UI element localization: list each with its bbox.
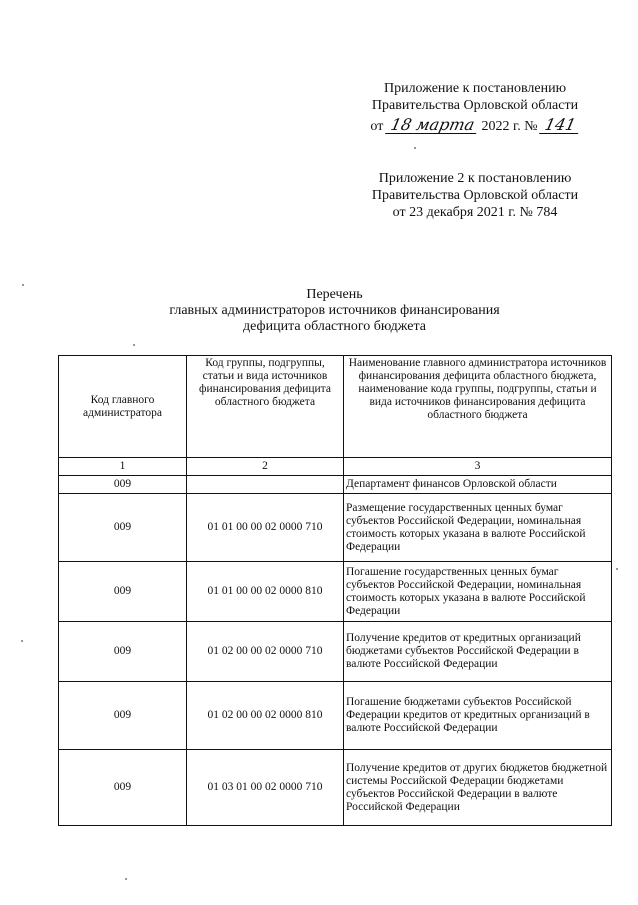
column-number-1: 1 [59,458,187,476]
header-admin-code: Код главного администратора [59,356,187,458]
header-appendix2-line2: Правительства Орловской области [371,188,579,203]
document-title [58,287,611,335]
table-row [59,562,612,622]
table-row [59,494,612,562]
header-appendix-date-line [340,116,610,135]
cell-admin: 009 [59,562,187,622]
handwritten-number: 141 [539,116,581,134]
table-header-row [59,356,612,458]
cell-admin: 009 [59,622,187,682]
handwritten-date: 18 марта [385,116,480,134]
column-number-2: 2 [187,458,344,476]
scan-speck [125,878,127,880]
cell-code [187,476,344,494]
table-row [59,476,612,494]
scan-speck [616,568,618,570]
cell-code: 01 02 00 00 02 0000 810 [187,682,344,750]
cell-code: 01 02 00 00 02 0000 710 [187,622,344,682]
header-appendix2-line3: от 23 декабря 2021 г. № 784 [392,205,558,220]
table-row [59,622,612,682]
scan-speck [22,284,24,286]
cell-name: Размещение государственных ценных бумаг субъектов Российской Федерации, номинальная стоимость которых указана в валюте Российской Федерации [344,494,612,562]
header-appendix-line1: Приложение к постановлению [383,81,567,96]
header-name: Наименование главного администратора источников финансирования дефицита областного бюджета, наименование кода группы, подгруппы, статьи и вида источников финансирования дефицита областного бюджета [344,356,612,458]
scan-speck [21,640,23,642]
header-appendix-line2: Правительства Орловской области [371,98,579,113]
cell-admin: 009 [59,476,187,494]
header-appendix2-line1: Приложение 2 к постановлению [378,171,572,186]
title-line1: Перечень [306,287,363,302]
column-number-3: 3 [344,458,612,476]
cell-name: Получение кредитов от кредитных организаций бюджетами субъектов Российской Федерации в валюте Российской Федерации [344,622,612,682]
cell-name: Департамент финансов Орловской области [344,476,612,494]
cell-code: 01 01 00 00 02 0000 810 [187,562,344,622]
scan-speck [133,344,135,346]
header-appendix-block [340,80,610,135]
header-appendix2-block [340,170,610,221]
cell-admin: 009 [59,682,187,750]
title-line3: дефицита областного бюджета [243,319,426,334]
cell-name: Получение кредитов от других бюджетов бюджетной системы Российской Федерации бюджетами субъектов Российской Федерации в валюте Российской Федерации [344,750,612,826]
table-row [59,750,612,826]
table-number-row [59,458,612,476]
cell-code: 01 03 01 00 02 0000 710 [187,750,344,826]
cell-admin: 009 [59,494,187,562]
cell-admin: 009 [59,750,187,826]
cell-name: Погашение государственных ценных бумаг субъектов Российской Федерации, номинальная стоимость которых указана в валюте Российской Федерации [344,562,612,622]
date-prefix: от [370,119,384,134]
title-line2: главных администраторов источников финансирования [169,303,500,318]
table-row [59,682,612,750]
header-source-code: Код группы, подгруппы, статьи и вида источников финансирования дефицита областного бюджета [187,356,344,458]
administrators-table [58,355,612,826]
cell-code: 01 01 00 00 02 0000 710 [187,494,344,562]
date-year: 2022 г. № [481,119,538,134]
scan-speck [414,147,416,149]
cell-name: Погашение бюджетами субъектов Российской Федерации кредитов от кредитных организаций в валюте Российской Федерации [344,682,612,750]
